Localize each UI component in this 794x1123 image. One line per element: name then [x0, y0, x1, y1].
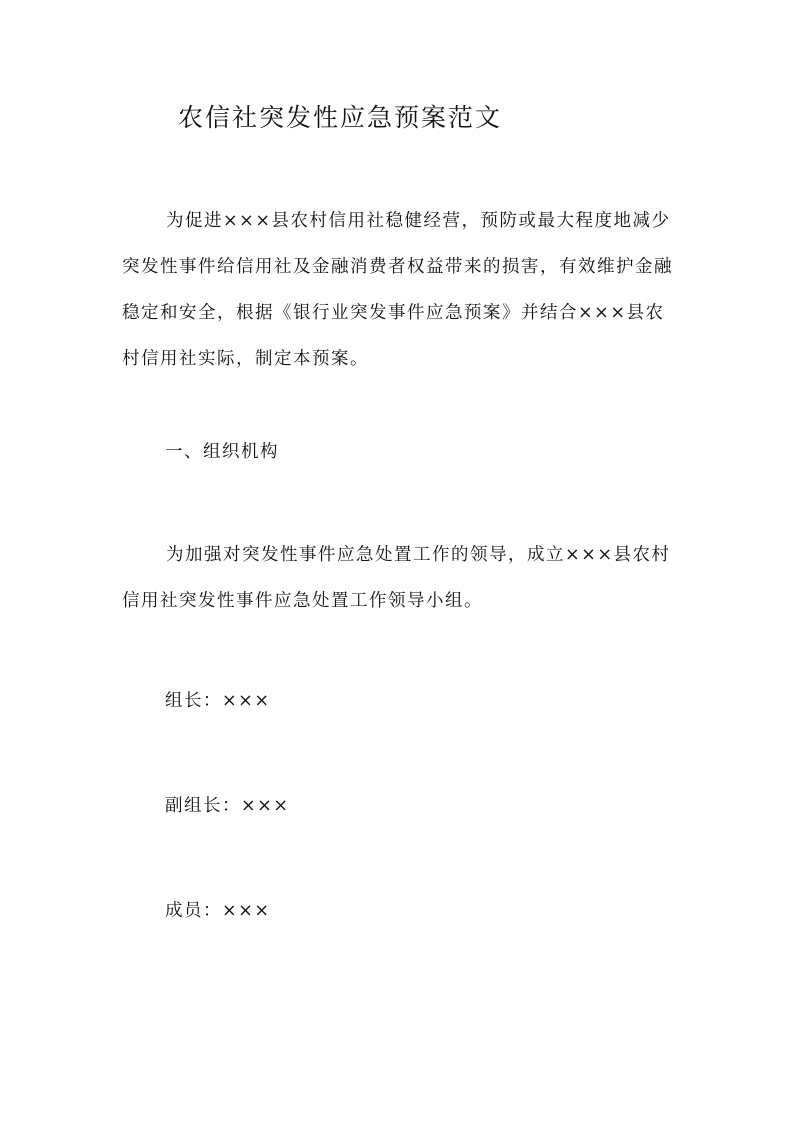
members-line: 成员：××× — [165, 901, 271, 921]
intro-paragraph: 为促进×××县农村信用社稳健经营，预防或最大程度地减少突发性事件给信用社及金融消费者权益带来的损害，有效维护金融稳定和安全，根据《银行业突发事件应急预案》并结合×××县农村信用社实际，制定本预案。 — [122, 211, 673, 369]
leader-line: 组长：××× — [165, 691, 271, 711]
organization-paragraph: 为加强对突发性事件应急处置工作的领导，成立×××县农村信用社突发性事件应急处置工作领导小组。 — [122, 545, 671, 611]
document-title: 农信社突发性应急预案范文 — [178, 103, 503, 132]
section-heading-organization: 一、组织机构 — [165, 442, 279, 462]
deputy-leader-line: 副组长：××× — [165, 796, 290, 816]
